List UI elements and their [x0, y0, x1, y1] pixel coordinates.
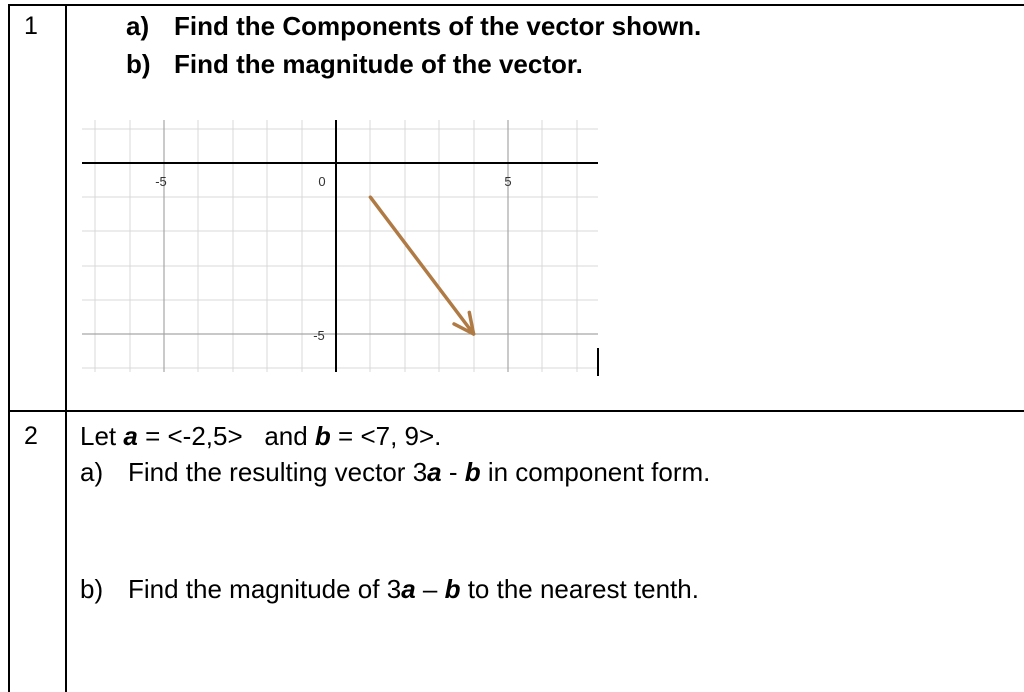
question-2a-vector-b: b	[464, 457, 481, 487]
question-2b-text-2: –	[415, 574, 445, 604]
question-2b	[80, 574, 699, 605]
question-1b-text: Find the magnitude of the vector.	[174, 49, 583, 79]
question-1b-label: b)	[126, 49, 151, 79]
major-gridlines	[82, 120, 598, 372]
question-2a-text-1: Find the resulting vector 3	[128, 457, 428, 487]
question-2b-vector-b: b	[444, 574, 461, 604]
intro-text-1: Let	[80, 421, 124, 451]
intro-text-2: = <-2,5> and	[137, 421, 315, 451]
question-2a-text-3: in component form.	[480, 457, 711, 487]
question-1a-label: a)	[126, 11, 150, 41]
y-tick-label-minus-5: -5	[313, 328, 325, 343]
question-2a-text-2: -	[441, 457, 465, 487]
intro-text-3: = <7, 9>.	[330, 421, 442, 451]
vector-b-symbol: b	[314, 421, 331, 451]
question-2-intro	[80, 421, 441, 452]
x-tick-label-0: 0	[318, 174, 326, 189]
x-tick-label-5: 5	[504, 174, 512, 189]
question-1a-text: Find the Components of the vector shown.	[174, 11, 702, 41]
vector-a-symbol: a	[123, 421, 138, 451]
problem-number-2: 2	[24, 422, 38, 450]
question-2a-vector-a: a	[427, 457, 442, 487]
problem-number-1: 1	[24, 12, 38, 40]
question-2b-text-3: to the nearest tenth.	[460, 574, 699, 604]
question-2b-vector-a: a	[401, 574, 416, 604]
question-2a-label: a)	[80, 457, 104, 487]
question-2b-label: b)	[80, 574, 104, 604]
question-2b-text-1: Find the magnitude of 3	[128, 574, 402, 604]
question-2a	[80, 457, 710, 488]
x-tick-label-minus-5: -5	[155, 174, 167, 189]
